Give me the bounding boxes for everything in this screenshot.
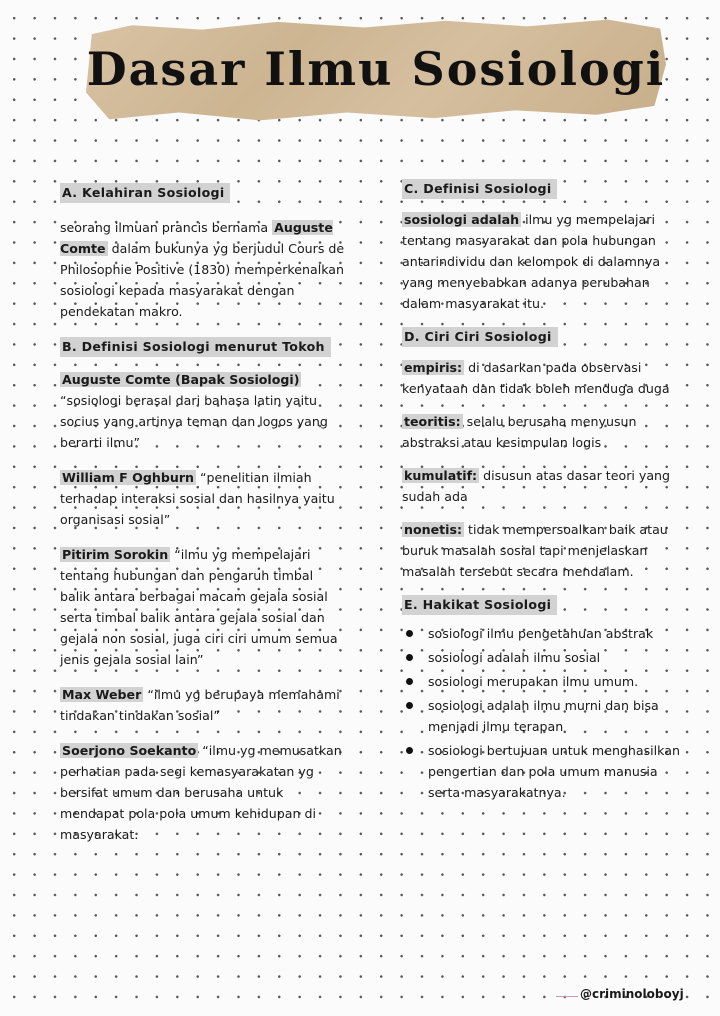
ciri-term: empiris: bbox=[404, 360, 463, 375]
tokoh-quote: “ilmu yg berupaya memahami tindakan tindakan sosial” bbox=[60, 687, 340, 723]
tokoh-quote: “ilmu yg memusatkan perhatian pada segi kemasyarakatan yg bersifat umum dan berusaha untuk mendapat pola pola umum kehidupan di masyarakat. bbox=[60, 743, 342, 842]
tokoh-name: Max Weber bbox=[62, 687, 142, 702]
left-column bbox=[60, 178, 346, 845]
list-item: sosiologi adalah ilmu murni dan bisa menjadi ilmu terapan bbox=[402, 695, 688, 737]
page-title: Dasar Ilmu Sosiologi bbox=[86, 42, 666, 96]
section-heading-e: E. Hakikat Sosiologi bbox=[402, 595, 557, 615]
tokoh-block-soekanto bbox=[60, 740, 346, 845]
section-heading-b: B. Definisi Sosiologi menurut Tokoh bbox=[60, 337, 331, 357]
list-item: sosiologi bertujuan untuk menghasilkan pengertian dan pola umum manusia serta masyarakatnya. bbox=[402, 740, 688, 803]
ciri-nonetis bbox=[402, 519, 688, 582]
highlight-term: sosiologi adalah bbox=[404, 212, 520, 227]
bullet-icon bbox=[406, 630, 413, 637]
section-heading-c: C. Definisi Sosiologi bbox=[402, 179, 557, 199]
list-item: sosiologi merupakan ilmu umum. bbox=[402, 671, 688, 692]
bullet-icon bbox=[406, 654, 413, 661]
tokoh-name: Auguste Comte (Bapak Sosiologi) bbox=[62, 372, 300, 387]
ciri-text: selalu berusaha menyusun abstraksi atau kesimpulan logis bbox=[402, 414, 637, 450]
ciri-empiris bbox=[402, 357, 688, 399]
highlight-auguste-comte: Auguste Comte bbox=[60, 220, 333, 256]
list-item: sosiologi adalah ilmu sosial bbox=[402, 647, 688, 668]
bullet-icon bbox=[406, 702, 413, 709]
bullet-icon bbox=[406, 678, 413, 685]
ciri-term: teoritis: bbox=[404, 414, 461, 429]
ciri-kumulatif bbox=[402, 465, 688, 507]
ciri-text: disusun atas dasar teori yang sudah ada bbox=[402, 468, 671, 504]
bullet-icon bbox=[406, 747, 413, 754]
signature-line bbox=[556, 996, 578, 997]
tokoh-quote: “sosiologi berasal dari bahasa latin yaitu socius yang artinya teman dan logos yang berarti ilmu” bbox=[60, 393, 328, 450]
section-c-paragraph: sosiologi adalah ilmu yg mempelajari tentang masyarakat dan pola hubungan antarindividu dan kelompok di dalamnya yang menyebabkan adanya perubahan dalam masyarakat itu. bbox=[402, 212, 661, 311]
tokoh-quote: “ilmu yg mempelajari tentang hubungan dan pengaruh timbal balik antara berbagai macam gejala sosial serta timbal balik antara gejala sosial dan gejala non sosial, juga ciri ciri umum semua jenis gejala sosial lain” bbox=[60, 547, 338, 667]
tokoh-block-oghburn bbox=[60, 467, 346, 530]
right-column bbox=[402, 178, 688, 806]
tokoh-block-sorokin bbox=[60, 544, 346, 670]
tokoh-block-comte bbox=[60, 369, 346, 453]
ciri-term: kumulatif: bbox=[404, 468, 478, 483]
tokoh-block-weber bbox=[60, 684, 346, 726]
ciri-term: nonetis: bbox=[404, 522, 462, 537]
tokoh-quote: “penelitian ilmiah terhadap interaksi sosial dan hasilnya yaitu organisasi sosial” bbox=[60, 470, 335, 527]
ciri-teoritis bbox=[402, 411, 688, 453]
tokoh-name: William F Oghburn bbox=[62, 470, 194, 485]
ciri-text: di dasarkan pada observasi kenyataan dan tidak boleh menduga duga bbox=[402, 360, 670, 396]
tokoh-name: Pitirim Sorokin bbox=[62, 547, 169, 562]
ciri-text: tidak mempersoalkan baik atau buruk masalah sosial tapi menjelaskan masalah tersebut secara mendalam. bbox=[402, 522, 668, 579]
hakikat-list bbox=[402, 623, 688, 803]
tokoh-name: Soerjono Soekanto bbox=[62, 743, 197, 758]
list-item: sosiologi ilmu pengetahuan abstrak bbox=[402, 623, 688, 644]
section-heading-a: A. Kelahiran Sosiologi bbox=[60, 183, 230, 203]
section-a-paragraph: seorang ilmuan prancis bernama Auguste Comte dalam bukunya yg berjudul Cours de Philosophie Positive (1830) memperkenalkan sosiologi kepada masyarakat dengan pendekatan makro. bbox=[60, 220, 345, 319]
signature-handle: @criminoloboyj bbox=[580, 987, 684, 1001]
section-heading-d: D. Ciri Ciri Sosiologi bbox=[402, 327, 558, 347]
